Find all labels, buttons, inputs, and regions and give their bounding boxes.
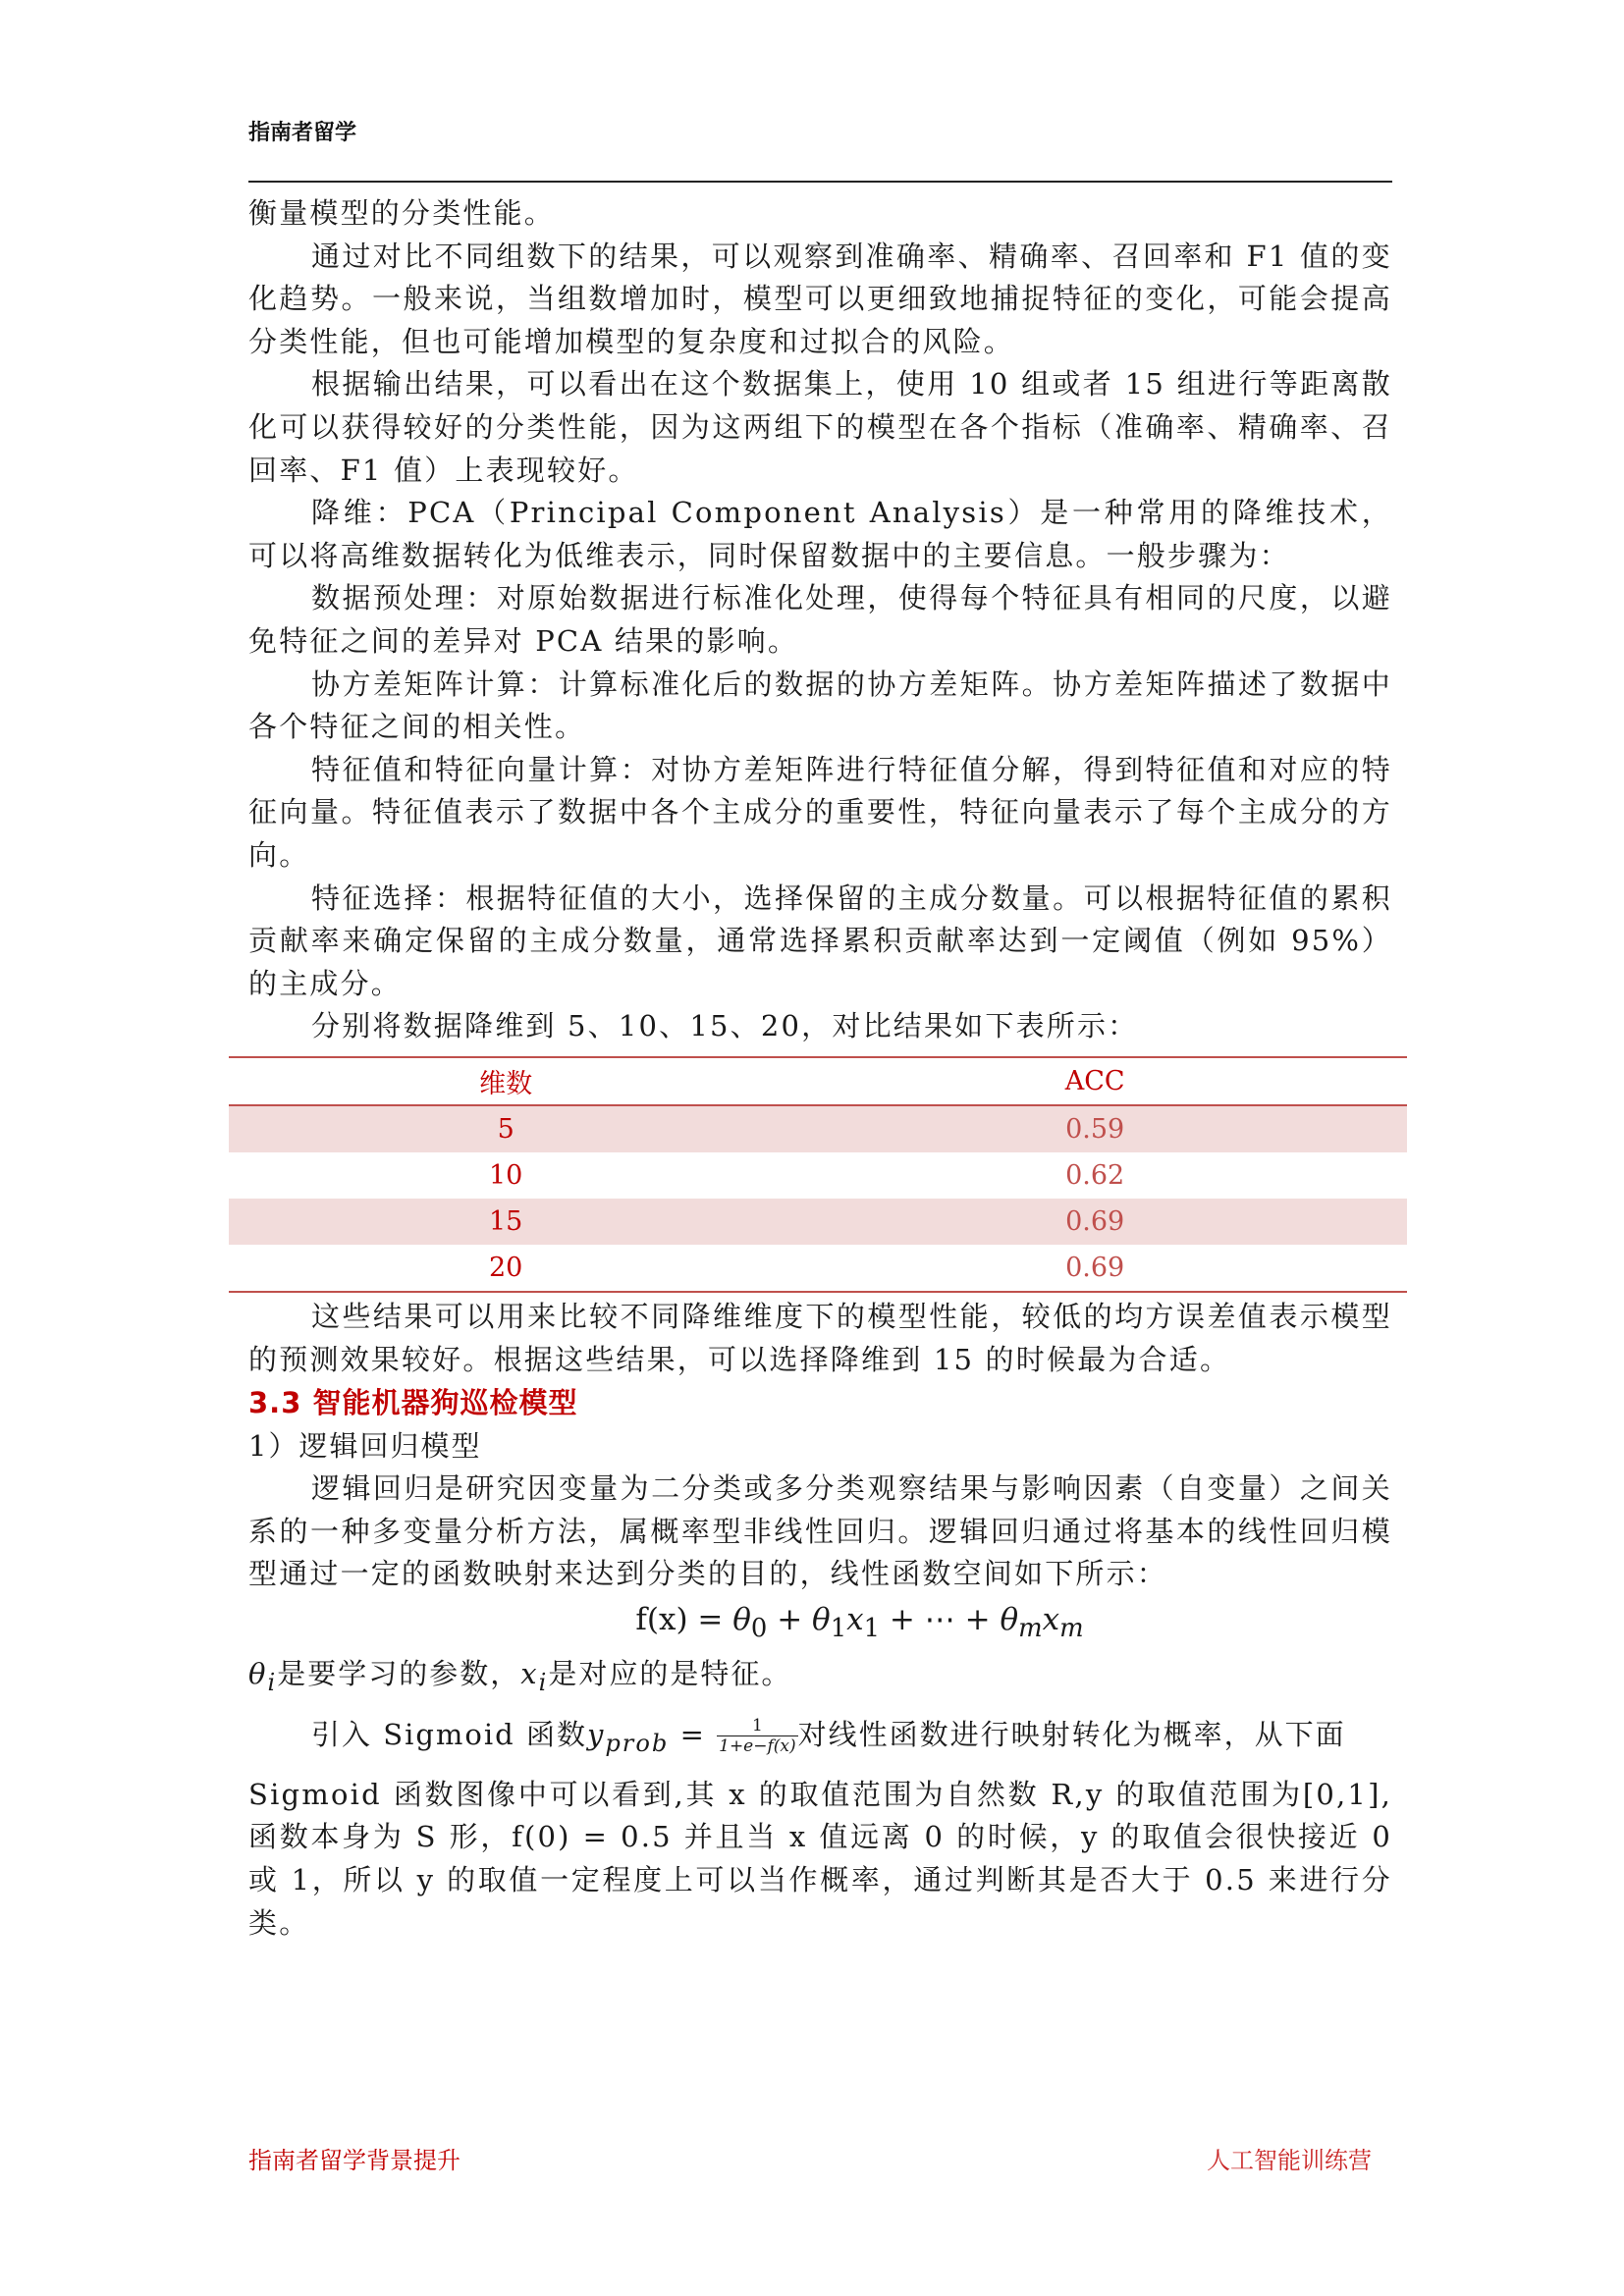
- paragraph: 根据输出结果，可以看出在这个数据集上，使用 10 组或者 15 组进行等距离散化可以获得较好的分类性能，因为这两组下的模型在各个指标（准确率、精确率、召回率、F1 值）上表现较好。: [248, 367, 1392, 487]
- sigmoid-paragraph: Sigmoid 函数图像中可以看到,其 x 的取值范围为自然数 R,y 的取值范围为[0,1],函数本身为 S 形，f(0) = 0.5 并且当 x 值远离 0 的时候，y 的取值会很快接近 0 或 1，所以 y 的取值一定程度上可以当作概率，通过判断其是否大于 0.5 来进行分类。: [248, 1777, 1392, 1940]
- section-heading: 3.3 智能机器狗巡检模型: [248, 1386, 578, 1420]
- cell-acc: 0.69: [783, 1245, 1407, 1292]
- cell-dimension: 10: [488, 1160, 523, 1191]
- body-text-top: [248, 192, 1392, 1048]
- paragraph: 特征选择：根据特征值的大小，选择保留的主成分数量。可以根据特征值的累积贡献率来确定保留的主成分数量，通常选择累积贡献率达到一定阈值（例如 95%）的主成分。: [248, 881, 1392, 1000]
- cell-dimension: 5: [229, 1105, 783, 1152]
- paragraph: 协方差矩阵计算：计算标准化后的数据的协方差矩阵。协方差矩阵描述了数据中各个特征之间的相关性。: [248, 667, 1392, 744]
- results-table: [229, 1056, 1407, 1293]
- header-acc: ACC: [783, 1057, 1407, 1105]
- table-row: [229, 1245, 1407, 1292]
- paragraph: 特征值和特征向量计算：对协方差矩阵进行特征值分解，得到特征值和对应的特征向量。特征值表示了数据中各个主成分的重要性，特征向量表示了每个主成分的方向。: [248, 752, 1392, 872]
- formula-lhs: f(x) =: [635, 1601, 733, 1637]
- cell-acc: 0.62: [1065, 1160, 1125, 1191]
- sigmoid-fraction: $\frac{1}{1+e-f(x)}$: [719, 1716, 796, 1757]
- table-row: [229, 1105, 1407, 1152]
- header-divider: [248, 181, 1392, 183]
- table-row: [229, 1199, 1407, 1245]
- paragraph: 数据预处理：对原始数据进行标准化处理，使得每个特征具有相同的尺度，以避免特征之间的差异对 PCA 结果的影响。: [248, 581, 1392, 658]
- table-header-row: [229, 1057, 1407, 1105]
- footer-right-text: 人工智能训练营: [1207, 2147, 1372, 2174]
- logistic-regression-paragraph: 逻辑回归是研究因变量为二分类或多分类观察结果与影响因素（自变量）之间关系的一种多变量分析方法，属概率型非线性回归。逻辑回归通过将基本的线性回归模型通过一定的函数映射来达到分类的目的，线性函数空间如下所示：: [248, 1471, 1392, 1591]
- paragraph: 通过对比不同组数下的结果，可以观察到准确率、精确率、召回率和 F1 值的变化趋势。一般来说，当组数增加时，模型可以更细致地捕捉特征的变化，可能会提高分类性能，但也可能增加模型的复杂度和过拟合的风险。: [248, 239, 1392, 358]
- conclusion-paragraph: 这些结果可以用来比较不同降维维度下的模型性能，较低的均方误差值表示模型的预测效果较好。根据这些结果，可以选择降维到 15 的时候最为合适。: [248, 1300, 1392, 1376]
- cell-acc: 0.69: [783, 1199, 1407, 1245]
- cell-dimension: 15: [229, 1199, 783, 1245]
- footer-left-text: 指南者留学背景提升: [248, 2147, 460, 2174]
- header-dimension: 维数: [229, 1057, 783, 1105]
- paragraph: 分别将数据降维到 5、10、15、20，对比结果如下表所示：: [311, 1009, 1139, 1043]
- parameter-description: $\theta_i$是要学习的参数，$x_i$是对应的是特征。: [248, 1657, 792, 1696]
- header-title: 指南者留学: [248, 121, 357, 145]
- body-text-bottom: [248, 1296, 1392, 1945]
- table-row: [229, 1152, 1407, 1199]
- subsection-heading: 1）逻辑回归模型: [248, 1429, 482, 1464]
- linear-formula: $f(x) = \theta_0 + \theta_1x_1$ + ⋯ + $\theta_mx_m$: [635, 1601, 1084, 1644]
- cell-acc: 0.59: [783, 1105, 1407, 1152]
- sigmoid-intro-line: 引入 Sigmoid 函数$y_{prob}$ = $\frac{1}{1+e-f(x)}$ 对线性函数进行映射转化为概率，从下面: [311, 1716, 1346, 1757]
- paragraph: 衡量模型的分类性能。: [248, 196, 556, 230]
- paragraph: 降维：PCA（Principal Component Analysis）是一种常用的降维技术，可以将高维数据转化为低维表示，同时保留数据中的主要信息。一般步骤为：: [248, 496, 1392, 572]
- cell-dimension: 20: [229, 1245, 783, 1292]
